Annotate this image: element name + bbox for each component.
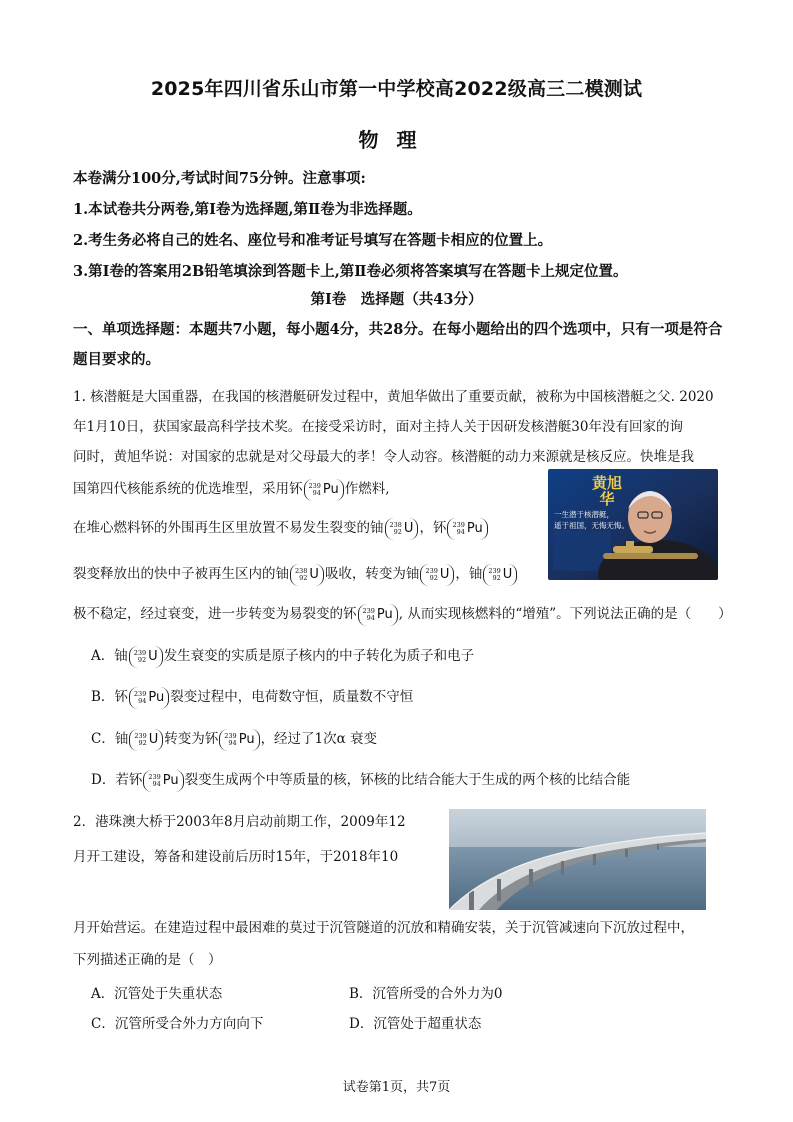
- q1-option-b: B．钚 239 94 Pu 裂变过程中，电荷数守恒，质量数不守恒: [91, 685, 413, 709]
- q1-text: 国第四代核能系统的优选堆型，采用钚 239 94 Pu 作燃料,: [73, 477, 390, 501]
- nuclide-pu239: 239 94 Pu: [143, 770, 183, 792]
- q2-text: 月开工建设，筹备和建设前后历时15年，于2018年10: [73, 849, 399, 865]
- photo-name-label: 黄旭: [592, 474, 623, 492]
- nuclide-pu239: 239 94 Pu: [447, 518, 487, 540]
- bridge-photo: [449, 809, 706, 910]
- huang-xuhua-photo: [548, 469, 718, 580]
- q2-option-b: B．沉管所受的合外力为0: [349, 986, 503, 1002]
- subject-title: 物理: [358, 128, 435, 152]
- photo-name-label: 华: [599, 490, 615, 508]
- q1-text: 极不稳定，经过衰变，进一步转变为易裂变的钚 239 94 Pu , 从而实现核燃料的“增殖”。下列说法正确的是（ ）: [73, 602, 732, 626]
- exam-note: 1.本试卷共分两卷,第Ⅰ卷为选择题,第Ⅱ卷为非选择题。: [73, 201, 422, 218]
- section-title: 第Ⅰ卷 选择题（共43分）: [310, 291, 483, 308]
- nuclide-u239: 239 92 U: [129, 646, 163, 668]
- q1-text: 问时，黄旭华说：对国家的忠就是对父母最大的孝！令人动容。核潜艇的动力来源就是核反应。快堆是我: [73, 449, 694, 465]
- nuclide-pu239: 239 94 Pu: [358, 604, 398, 626]
- part-heading: 一、单项选择题：本题共7小题，每小题4分，共28分。在每小题给出的四个选项中，只有一项是符合题目要求的。: [73, 321, 723, 368]
- photo-caption: 遥于祖国，无悔无悔。: [554, 521, 629, 530]
- q2-text: 月开始营运。在建造过程中最困难的莫过于沉管隧道的沉放和精确安装，关于沉管减速向下沉放过程中，: [73, 920, 694, 936]
- q1-text: 1. 核潜艇是大国重器，在我国的核潜艇研发过程中，黄旭华做出了重要贡献，被称为中国核潜艇之父. 2020: [73, 389, 714, 405]
- nuclide-u238: 238 92 U: [290, 564, 324, 586]
- nuclide-u239: 239 92 U: [483, 564, 517, 586]
- nuclide-u239: 239 92 U: [420, 564, 454, 586]
- nuclide-pu239: 239 94 Pu: [304, 479, 344, 501]
- q2-option-a: A．沉管处于失重状态: [91, 986, 223, 1002]
- exam-note: 本卷满分100分,考试时间75分钟。注意事项:: [73, 170, 366, 187]
- exam-note: 3.第Ⅰ卷的答案用2B铅笔填涂到答题卡上,第Ⅱ卷必须将答案填写在答题卡上规定位置。: [73, 263, 628, 280]
- photo-caption: 一生潜于核潜艇，: [554, 510, 614, 519]
- q2-text: 2．港珠澳大桥于2003年8月启动前期工作，2009年12: [73, 814, 406, 830]
- q1-text: 在堆心燃料钚的外围再生区里放置不易发生裂变的铀 238 92 U ，钚 239 94 Pu: [73, 516, 489, 540]
- nuclide-u239: 239 92 U: [129, 729, 163, 751]
- q1-option-c: C．铀 239 92 U 转变为钚 239 94 Pu ，经过了1次α 衰变: [91, 727, 377, 751]
- nuclide-pu239: 239 94 Pu: [129, 687, 169, 709]
- nuclide-u238: 238 92 U: [385, 518, 419, 540]
- nuclide-pu239: 239 94 Pu: [219, 729, 259, 751]
- q2-option-d: D．沉管处于超重状态: [349, 1016, 482, 1032]
- q1-text: 年1月10日，获国家最高科学技术奖。在接受采访时，面对主持人关于因研发核潜艇30年没有回家的询: [73, 419, 683, 435]
- q1-option-a: A．铀 239 92 U 发生衰变的实质是原子核内的中子转化为质子和电子: [91, 644, 474, 668]
- q2-text: 下列描述正确的是（ ）: [73, 952, 222, 968]
- q1-text: 裂变释放出的快中子被再生区内的铀 238 92 U 吸收，转变为铀 239 92 U ，铀 239 92 U: [73, 562, 518, 586]
- q2-option-c: C．沉管所受合外力方向向下: [91, 1016, 264, 1032]
- exam-title: 2025年四川省乐山市第一中学校高2022级高三二模测试: [150, 78, 643, 100]
- exam-note: 2.考生务必将自己的姓名、座位号和准考证号填写在答题卡相应的位置上。: [73, 232, 553, 249]
- q1-option-d: D．若钚 239 94 Pu 裂变生成两个中等质量的核，钚核的比结合能大于生成的两个核的比结合能: [91, 768, 630, 792]
- page-footer: 试卷第1页，共7页: [342, 1080, 451, 1095]
